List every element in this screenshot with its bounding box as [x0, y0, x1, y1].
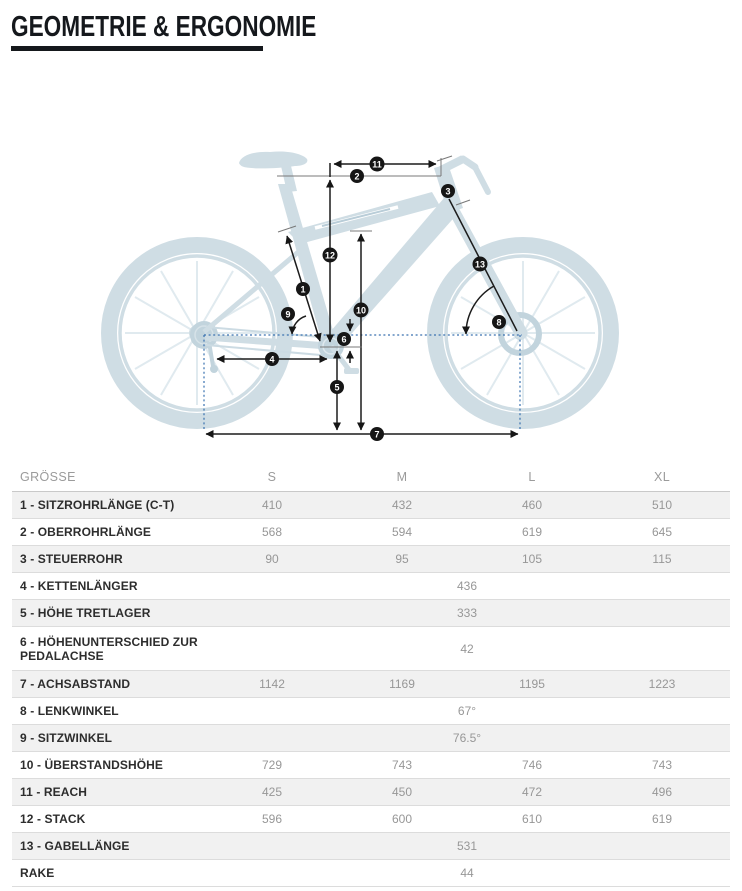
- cell-xl: 115: [652, 552, 672, 566]
- cell-all-sizes: 67°: [457, 704, 477, 718]
- cell-xl: 496: [651, 785, 673, 799]
- cell-m: 743: [391, 758, 413, 772]
- svg-text:4: 4: [269, 354, 275, 365]
- cell-l: 105: [521, 552, 543, 566]
- marker-8: [492, 315, 506, 329]
- cell-xl: 619: [651, 812, 673, 826]
- size-column-header: GRÖSSE: [20, 470, 76, 484]
- row-label: 13 - GABELLÄNGE: [20, 839, 130, 853]
- marker-6: [337, 332, 351, 346]
- table-row: [12, 860, 730, 887]
- svg-text:1: 1: [300, 284, 306, 295]
- cell-m: 594: [391, 525, 413, 539]
- cell-m: 450: [391, 785, 413, 799]
- stem: [441, 159, 463, 170]
- chainstay: [205, 337, 328, 346]
- marker-1: [296, 282, 310, 296]
- table-row: [12, 833, 730, 860]
- table-row: [12, 492, 730, 519]
- cell-s: 90: [265, 552, 279, 566]
- marker-12: [323, 248, 338, 263]
- header-size-l: L: [528, 470, 536, 484]
- row-label: 8 - LENKWINKEL: [20, 704, 119, 718]
- row-label: 1 - SITZROHRLÄNGE (C-T): [20, 498, 175, 512]
- header-size-s: S: [267, 470, 277, 484]
- table-row: [12, 806, 730, 833]
- cell-all-sizes: 44: [460, 866, 474, 880]
- bike-geometry-diagram: [0, 51, 742, 455]
- table-row: [12, 600, 730, 627]
- row-label: 7 - ACHSABSTAND: [20, 677, 131, 691]
- header-size-m: M: [396, 470, 408, 484]
- cell-l: 746: [521, 758, 543, 772]
- page-header: [0, 0, 742, 51]
- cell-xl: 743: [651, 758, 673, 772]
- svg-text:3: 3: [445, 186, 451, 197]
- svg-text:8: 8: [496, 317, 502, 328]
- marker-9: [281, 307, 295, 321]
- cell-l: 610: [521, 812, 543, 826]
- svg-text:10: 10: [355, 305, 367, 316]
- head-angle-arc: [466, 286, 494, 334]
- svg-text:6: 6: [341, 334, 347, 345]
- row-label: 3 - STEUERROHR: [20, 552, 123, 566]
- row-label: 9 - SITZWINKEL: [20, 731, 113, 745]
- cell-s: 729: [261, 758, 283, 772]
- cell-all-sizes: 42: [460, 641, 474, 656]
- table-row: [12, 671, 730, 698]
- marker-10: [354, 303, 369, 318]
- cell-all-sizes: 76.5°: [452, 731, 482, 745]
- geometry-table: [12, 461, 730, 887]
- marker-3: [441, 184, 455, 198]
- rear-wheel-icon: [109, 245, 285, 421]
- marker-4: [265, 352, 279, 366]
- table-row: [12, 752, 730, 779]
- table-row: [12, 546, 730, 573]
- row-label: 5 - HÖHE TRETLAGER: [20, 606, 151, 620]
- marker-5: [330, 380, 344, 394]
- cell-s: 1142: [259, 677, 285, 691]
- table-row: [12, 779, 730, 806]
- cell-all-sizes: 436: [456, 579, 478, 593]
- cell-m: 95: [395, 552, 409, 566]
- cell-m: 1169: [389, 677, 415, 691]
- svg-text:7: 7: [374, 429, 380, 440]
- row-label: 12 - STACK: [20, 812, 86, 826]
- cell-l: 472: [521, 785, 543, 799]
- row-label: 4 - KETTENLÄNGER: [20, 579, 138, 593]
- cell-m: 432: [391, 498, 413, 512]
- cell-l: 1195: [519, 677, 545, 691]
- table-row: [12, 725, 730, 752]
- row-label: 2 - OBERROHRLÄNGE: [20, 525, 152, 539]
- pedal-icon: [344, 368, 359, 374]
- cell-all-sizes: 333: [456, 606, 478, 620]
- cell-s: 425: [261, 785, 283, 799]
- cell-xl: 510: [651, 498, 673, 512]
- marker-11: [370, 157, 385, 172]
- cell-s: 596: [261, 812, 283, 826]
- svg-text:12: 12: [324, 250, 336, 261]
- cell-all-sizes: 531: [456, 839, 478, 853]
- table-header-row: [12, 461, 730, 492]
- seat-angle-arc: [292, 316, 306, 334]
- cell-m: 600: [391, 812, 413, 826]
- saddle-icon: [239, 151, 307, 168]
- svg-text:13: 13: [474, 259, 486, 270]
- cell-s: 410: [261, 498, 283, 512]
- row-label: 10 - ÜBERSTANDSHÖHE: [20, 758, 164, 772]
- cell-l: 619: [521, 525, 543, 539]
- svg-text:11: 11: [372, 159, 382, 170]
- marker-2: [350, 169, 364, 183]
- cell-xl: 1223: [648, 677, 676, 691]
- header-size-xl: XL: [653, 470, 671, 484]
- row-label: 11 - REACH: [20, 785, 88, 799]
- marker-13: [473, 257, 488, 272]
- cell-l: 460: [521, 498, 543, 512]
- table-row: [12, 627, 730, 671]
- row-label: 6 - HÖHENUNTERSCHIED ZUR PEDALACHSE: [20, 634, 198, 663]
- cell-xl: 645: [651, 525, 673, 539]
- svg-text:5: 5: [334, 382, 340, 393]
- cell-s: 568: [261, 525, 283, 539]
- page-title: GEOMETRIE & ERGONOMIE: [11, 11, 317, 43]
- table-row: [12, 573, 730, 600]
- svg-text:9: 9: [285, 309, 291, 320]
- table-row: [12, 698, 730, 725]
- row-label: RAKE: [20, 866, 55, 880]
- svg-text:2: 2: [354, 171, 360, 182]
- marker-7: [370, 427, 384, 441]
- table-row: [12, 519, 730, 546]
